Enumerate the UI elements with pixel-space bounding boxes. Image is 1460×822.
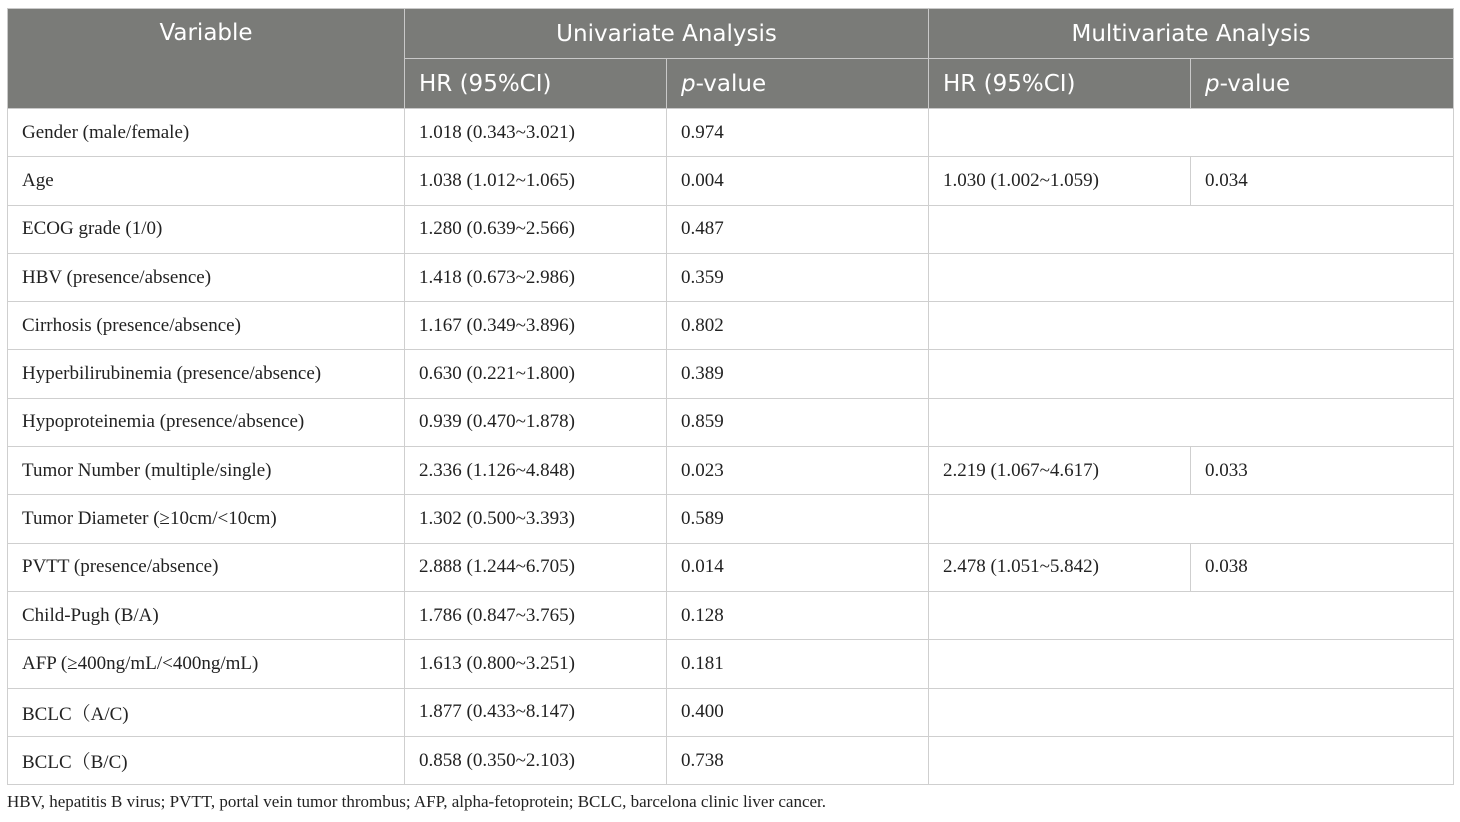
uni-hr-cell: 1.018 (0.343~3.021)	[405, 109, 667, 157]
uni-p-cell: 0.389	[667, 350, 929, 398]
variable-cell: Hyperbilirubinemia (presence/absence)	[8, 350, 405, 398]
variable-cell: Tumor Number (multiple/single)	[8, 447, 405, 495]
table-row	[8, 398, 1454, 446]
uni-p-cell: 0.487	[667, 205, 929, 253]
table-row	[8, 447, 1454, 495]
multi-empty-cell	[929, 350, 1454, 398]
variable-cell: Hypoproteinemia (presence/absence)	[8, 398, 405, 446]
multi-hr-cell: 1.030 (1.002~1.059)	[929, 157, 1191, 205]
variable-cell: HBV (presence/absence)	[8, 253, 405, 301]
uni-p-cell: 0.004	[667, 157, 929, 205]
table-row	[8, 302, 1454, 350]
table-body	[8, 109, 1454, 785]
uni-hr-cell: 1.786 (0.847~3.765)	[405, 591, 667, 639]
uni-hr-cell: 1.280 (0.639~2.566)	[405, 205, 667, 253]
uni-p-cell: 0.014	[667, 543, 929, 591]
multi-empty-cell	[929, 253, 1454, 301]
variable-cell: Child-Pugh (B/A)	[8, 591, 405, 639]
uni-p-header	[667, 59, 929, 109]
variable-cell: ECOG grade (1/0)	[8, 205, 405, 253]
variable-cell: BCLC（B/C)	[8, 736, 405, 784]
variable-cell: Tumor Diameter (≥10cm/<10cm)	[8, 495, 405, 543]
multi-p-cell: 0.038	[1191, 543, 1454, 591]
multi-empty-cell	[929, 302, 1454, 350]
table-row	[8, 543, 1454, 591]
table-row	[8, 688, 1454, 736]
uni-hr-cell: 1.613 (0.800~3.251)	[405, 640, 667, 688]
variable-cell: AFP (≥400ng/mL/<400ng/mL)	[8, 640, 405, 688]
uni-hr-cell: 2.888 (1.244~6.705)	[405, 543, 667, 591]
table-row	[8, 350, 1454, 398]
variable-header: Variable	[8, 9, 405, 109]
table-row	[8, 591, 1454, 639]
table-row	[8, 205, 1454, 253]
p-rest: -value	[695, 70, 767, 97]
multi-empty-cell	[929, 640, 1454, 688]
table-row	[8, 640, 1454, 688]
analysis-table	[7, 8, 1454, 785]
multi-p-header	[1191, 59, 1454, 109]
table-header	[8, 9, 1454, 109]
uni-hr-cell: 0.858 (0.350~2.103)	[405, 736, 667, 784]
multi-empty-cell	[929, 495, 1454, 543]
uni-hr-header: HR (95%CI)	[405, 59, 667, 109]
multi-hr-header: HR (95%CI)	[929, 59, 1191, 109]
uni-p-cell: 0.974	[667, 109, 929, 157]
uni-p-cell: 0.859	[667, 398, 929, 446]
table-row	[8, 157, 1454, 205]
multi-hr-cell: 2.219 (1.067~4.617)	[929, 447, 1191, 495]
variable-cell: Age	[8, 157, 405, 205]
multi-p-cell: 0.033	[1191, 447, 1454, 495]
uni-p-cell: 0.128	[667, 591, 929, 639]
uni-hr-cell: 1.877 (0.433~8.147)	[405, 688, 667, 736]
variable-cell: BCLC（A/C)	[8, 688, 405, 736]
multi-p-cell: 0.034	[1191, 157, 1454, 205]
uni-hr-cell: 2.336 (1.126~4.848)	[405, 447, 667, 495]
uni-p-cell: 0.738	[667, 736, 929, 784]
p-italic: p	[1205, 70, 1220, 97]
p-italic: p	[681, 70, 696, 97]
variable-cell: PVTT (presence/absence)	[8, 543, 405, 591]
table-footnote: HBV, hepatitis B virus; PVTT, portal vein tumor thrombus; AFP, alpha-fetoprotein; BCLC, barcelona clinic liver cancer.	[7, 792, 827, 811]
uni-hr-cell: 1.038 (1.012~1.065)	[405, 157, 667, 205]
variable-cell: Gender (male/female)	[8, 109, 405, 157]
uni-hr-cell: 1.167 (0.349~3.896)	[405, 302, 667, 350]
multi-empty-cell	[929, 205, 1454, 253]
uni-p-cell: 0.359	[667, 253, 929, 301]
uni-p-cell: 0.589	[667, 495, 929, 543]
uni-hr-cell: 1.302 (0.500~3.393)	[405, 495, 667, 543]
table-row	[8, 109, 1454, 157]
uni-hr-cell: 1.418 (0.673~2.986)	[405, 253, 667, 301]
table-row	[8, 253, 1454, 301]
variable-cell: Cirrhosis (presence/absence)	[8, 302, 405, 350]
multi-empty-cell	[929, 688, 1454, 736]
uni-p-cell: 0.802	[667, 302, 929, 350]
p-rest: -value	[1219, 70, 1291, 97]
multi-empty-cell	[929, 591, 1454, 639]
multivariate-header: Multivariate Analysis	[929, 9, 1454, 59]
uni-hr-cell: 0.630 (0.221~1.800)	[405, 350, 667, 398]
table-row	[8, 736, 1454, 784]
uni-p-cell: 0.181	[667, 640, 929, 688]
uni-p-cell: 0.400	[667, 688, 929, 736]
univariate-header: Univariate Analysis	[405, 9, 929, 59]
uni-hr-cell: 0.939 (0.470~1.878)	[405, 398, 667, 446]
multi-empty-cell	[929, 398, 1454, 446]
multi-empty-cell	[929, 109, 1454, 157]
multi-hr-cell: 2.478 (1.051~5.842)	[929, 543, 1191, 591]
uni-p-cell: 0.023	[667, 447, 929, 495]
table-row	[8, 495, 1454, 543]
multi-empty-cell	[929, 736, 1454, 784]
